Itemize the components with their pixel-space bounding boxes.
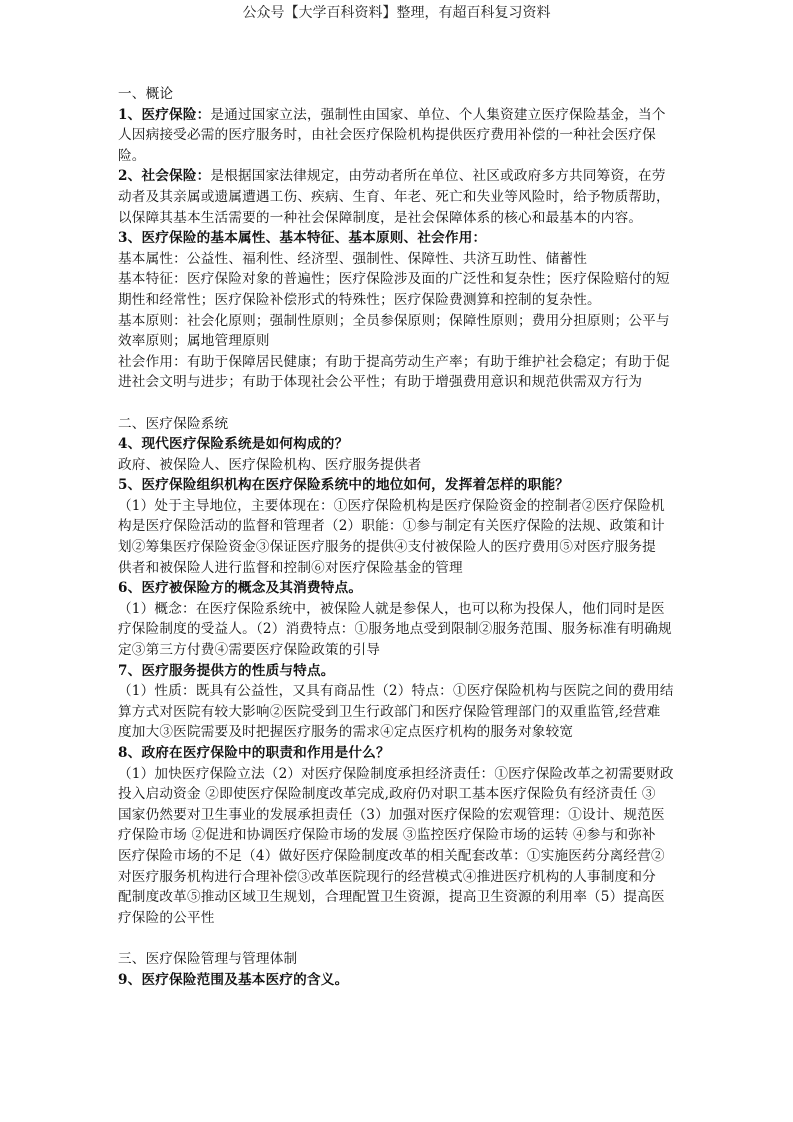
line-text: 疗保险制度的受益人。（2）消费特点：①服务地点受到限制②服务范围、服务标准有明确规 <box>118 621 672 638</box>
line-text: （1）性质：既具有公益性，又具有商品性（2）特点：①医疗保险机构与医院之间的费用结 <box>118 683 674 700</box>
blank-line <box>118 393 688 414</box>
text-line <box>118 166 688 187</box>
text-line <box>118 702 688 723</box>
text-line <box>118 846 688 867</box>
text-line <box>118 908 688 929</box>
line-text: 度加大③医院需要及时把握医疗服务的需求④定点医疗机构的服务对象较宽 <box>118 724 574 741</box>
line-text: 划②筹集医疗保险资金③保证医疗服务的提供④支付被保险人的医疗费用⑤对医疗服务提 <box>118 539 656 556</box>
bold-term: 5、医疗保险组织机构在医疗保险系统中的地位如何，发挥着怎样的职能？ <box>118 477 570 494</box>
text-line <box>118 784 688 805</box>
line-text: （1）概念：在医疗保险系统中，被保险人就是参保人，也可以称为投保人，他们同时是医 <box>118 600 665 617</box>
line-text: 医疗保险市场的不足（4）做好医疗保险制度改革的相关配套改革：①实施医药分离经营② <box>118 847 665 864</box>
line-text: 定③第三方付费④需要医疗保险政策的引导 <box>118 642 381 659</box>
line-text: 社会作用：有助于保障居民健康；有助于提高劳动生产率；有助于维护社会稳定；有助于促 <box>118 353 670 370</box>
text-line <box>118 125 688 146</box>
line-text: 基本属性：公益性、福利性、经济型、强制性、保障性、共济互助性、储蓄性 <box>118 250 587 267</box>
text-line <box>118 84 688 105</box>
text-line <box>118 496 688 517</box>
text-line <box>118 537 688 558</box>
text-line <box>118 372 688 393</box>
text-line <box>118 290 688 311</box>
text-line <box>118 455 688 476</box>
bold-term: 1、医疗保险： <box>118 106 211 123</box>
text-line <box>118 414 688 435</box>
line-text: 疗保险的公平性 <box>118 909 215 926</box>
bold-term: 4、现代医疗保险系统是如何构成的？ <box>118 436 349 453</box>
line-text: 疗保险市场 ②促进和协调医疗保险市场的发展 ③监控医疗保险市场的运转 ④参与和弥补 <box>118 827 656 844</box>
text-line <box>118 187 688 208</box>
line-text: 政府、被保险人、医疗保险机构、医疗服务提供者 <box>118 456 422 473</box>
text-line <box>118 475 688 496</box>
text-line <box>118 661 688 682</box>
text-line <box>118 825 688 846</box>
text-line <box>118 516 688 537</box>
line-text: 期性和经常性；医疗保险补偿形式的特殊性；医疗保险费测算和控制的复杂性。 <box>118 291 601 308</box>
text-line <box>118 352 688 373</box>
line-text: 算方式对医院有较大影响②医院受到卫生行政部门和医疗保险管理部门的双重监管,经营难 <box>118 703 661 720</box>
line-text: 一、概论 <box>118 86 174 102</box>
text-line <box>118 619 688 640</box>
text-line <box>118 228 688 249</box>
line-text: 国家仍然要对卫生事业的发展承担责任（3）加强对医疗保险的宏观管理：①设计、规范医 <box>118 806 665 823</box>
text-line <box>118 949 688 970</box>
text-line <box>118 599 688 620</box>
line-text: 三、医疗保险管理与管理体制 <box>118 950 298 967</box>
text-line <box>118 146 688 167</box>
line-text: 供者和被保险人进行监督和控制⑥对医疗保险基金的管理 <box>118 559 463 576</box>
bold-term: 9、医疗保险范围及基本医疗的含义。 <box>118 971 349 988</box>
bold-term: 6、医疗被保险方的概念及其消费特点。 <box>118 580 363 597</box>
text-line <box>118 867 688 888</box>
text-line <box>118 578 688 599</box>
line-text: 动者及其亲属或遗属遭遇工伤、疾病、生育、年老、死亡和失业等风险时，给予物质帮助， <box>118 188 670 205</box>
line-text: 是根据国家法律规定，由劳动者所在单位、社区或政府多方共同筹资，在劳 <box>210 168 666 185</box>
document-body <box>118 84 688 990</box>
text-line <box>118 681 688 702</box>
line-text: 基本特征：医疗保险对象的普遍性；医疗保险涉及面的广泛性和复杂性；医疗保险赔付的短 <box>118 271 670 288</box>
blank-line <box>118 928 688 949</box>
text-line <box>118 743 688 764</box>
line-text: 基本原则：社会化原则；强制性原则；全员参保原则；保障性原则；费用分担原则；公平与 <box>118 312 670 329</box>
line-text: 配制度改革⑤推动区域卫生规划，合理配置卫生资源，提高卫生资源的利用率（5）提高医 <box>118 889 665 906</box>
text-line <box>118 105 688 126</box>
line-text: 投入启动资金 ②即使医疗保险制度改革完成,政府仍对职工基本医疗保险负有经济责任 ③ <box>118 786 656 803</box>
bold-term: 8、政府在医疗保险中的职责和作用是什么？ <box>118 745 390 761</box>
text-line <box>118 249 688 270</box>
text-line <box>118 764 688 785</box>
text-line <box>118 722 688 743</box>
line-text: （1）处于主导地位，主要体现在：①医疗保险机构是医疗保险资金的控制者②医疗保险机 <box>118 497 665 514</box>
text-line <box>118 640 688 661</box>
line-text: （1）加快医疗保险立法（2）对医疗保险制度承担经济责任：①医疗保险改革之初需要财政 <box>118 765 674 782</box>
text-line <box>118 311 688 332</box>
bold-term: 7、医疗服务提供方的性质与特点。 <box>118 662 335 679</box>
line-text: 效率原则；属地管理原则 <box>118 333 270 350</box>
text-line <box>118 887 688 908</box>
page-header: 公众号【大学百科资料】整理，有超百科复习资料 <box>242 5 551 21</box>
text-line <box>118 269 688 290</box>
line-text: 进社会文明与进步；有助于体现社会公平性；有助于增强费用意识和规范供需双方行为 <box>118 374 643 391</box>
line-text: 以保障其基本生活需要的一种社会保障制度，是社会保障体系的核心和最基本的内容。 <box>118 209 643 226</box>
line-text: 二、医疗保险系统 <box>118 415 229 432</box>
text-line <box>118 805 688 826</box>
line-text: 险。 <box>118 147 146 164</box>
line-text: 是通过国家立法，强制性由国家、单位、个人集资建立医疗保险基金，当个 <box>210 106 666 123</box>
text-line <box>118 970 688 991</box>
text-line <box>118 558 688 579</box>
text-line <box>118 434 688 455</box>
text-line <box>118 331 688 352</box>
line-text: 构是医疗保险活动的监督和管理者（2）职能：①参与制定有关医疗保险的法规、政策和计 <box>118 518 665 535</box>
bold-term: 3、医疗保险的基本属性、基本特征、基本原则、社会作用： <box>118 230 487 247</box>
line-text: 对医疗服务机构进行合理补偿③改革医院现行的经营模式④推进医疗机构的人事制度和分 <box>118 868 656 885</box>
line-text: 人因病接受必需的医疗服务时，由社会医疗保险机构提供医疗费用补偿的一种社会医疗保 <box>118 127 656 144</box>
bold-term: 2、社会保险： <box>118 168 211 185</box>
text-line <box>118 208 688 229</box>
